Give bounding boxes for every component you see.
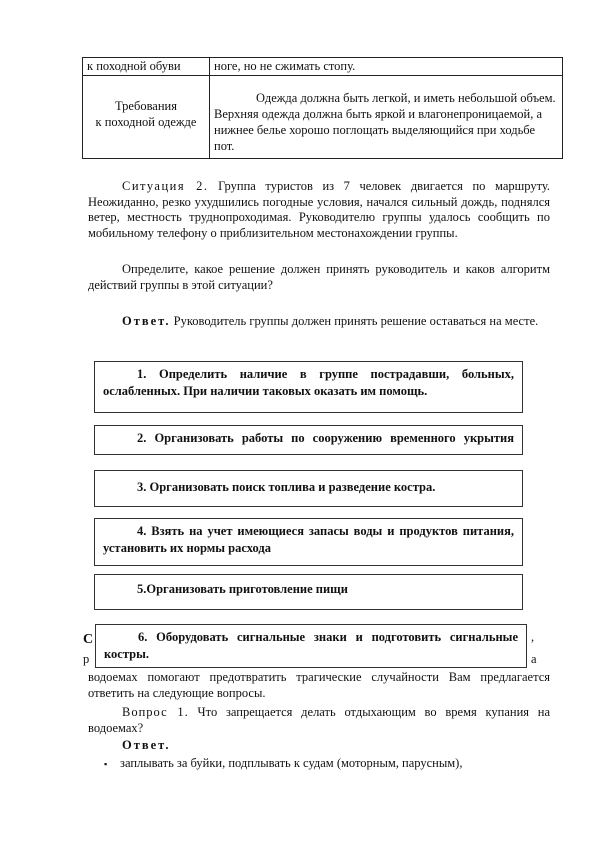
requirements-table bbox=[82, 57, 563, 159]
question-text: Что запрещается делать отдыхающим во время купания на водоемах? bbox=[88, 705, 550, 735]
table-cell-label bbox=[83, 58, 210, 76]
table-row bbox=[83, 76, 563, 159]
cell-text: к походной обуви bbox=[87, 59, 181, 73]
step-box-1 bbox=[94, 361, 523, 413]
hidden-text-fragment: р bbox=[83, 652, 90, 666]
step-box-6 bbox=[95, 624, 527, 668]
table-cell-value bbox=[210, 76, 563, 159]
question-label: Вопрос 1. bbox=[122, 705, 189, 719]
answer-text: Руководитель группы должен принять решение оставаться на месте. bbox=[170, 314, 539, 328]
step-text: 1. Определить наличие в группе пострадавши, больных, ослабленных. При наличии таковых оказать им помощь. bbox=[103, 367, 514, 398]
bullet-item: заплывать за буйки, подплывать к судам (моторным, парусным), bbox=[120, 756, 463, 770]
step-text: 2. Организовать работы по сооружению временного укрытия bbox=[137, 431, 514, 445]
table-row bbox=[83, 58, 563, 76]
step-box-3 bbox=[94, 470, 523, 507]
intro-paragraph: водоемах помогают предотвратить трагические случайности Вам предлагается ответить на следующие вопросы. bbox=[88, 670, 550, 700]
bullet-icon: ▪ bbox=[104, 759, 108, 769]
hidden-text-fragment: а bbox=[531, 652, 537, 666]
step-text: 3. Организовать поиск топлива и разведение костра. bbox=[137, 480, 436, 494]
question-paragraph bbox=[88, 705, 550, 736]
step-text: 4. Взять на учет имеющиеся запасы воды и продуктов питания, установить их нормы расхода bbox=[103, 524, 514, 555]
cell-text: ноге, но не сжимать стопу. bbox=[214, 59, 356, 73]
answer2-paragraph bbox=[88, 738, 550, 754]
step-box-2 bbox=[94, 425, 523, 455]
cell-text: к походной одежде bbox=[95, 115, 197, 129]
answer-paragraph bbox=[88, 314, 550, 330]
hidden-text-fragment: , bbox=[531, 630, 535, 644]
step-text: 5.Организовать приготовление пищи bbox=[137, 582, 348, 596]
step-box-4 bbox=[94, 518, 523, 566]
step-text: 6. Оборудовать сигнальные знаки и подготовить сигнальные костры. bbox=[104, 630, 518, 661]
table-cell-value bbox=[210, 58, 563, 76]
cell-text: Одежда должна быть легкой, и иметь небольшой объем. Верхняя одежда должна быть яркой и влагонепроницаемой, а нижнее белье хорошо поглощать выделяющийся при ходьбе пот. bbox=[214, 91, 556, 153]
situation-paragraph bbox=[88, 179, 550, 241]
situation-label: Ситуация 2. bbox=[122, 179, 209, 193]
step-box-5 bbox=[94, 574, 523, 610]
situation-question: Определите, какое решение должен принять руководитель и каков алгоритм действий группы в этой ситуации? bbox=[88, 262, 550, 292]
answer-label: Ответ. bbox=[122, 738, 171, 752]
hidden-text-fragment: С bbox=[83, 632, 94, 647]
answer-label: Ответ. bbox=[122, 314, 171, 328]
cell-text: Требования bbox=[115, 99, 177, 113]
situation-text: Группа туристов из 7 человек двигается по маршруту. Неожиданно, резко ухудшились погодные условия, начался сильный дождь, поднялся ветер, местность труднопроходимая. Руководителю группы удалось сообщить по мобильному телефону о приблизительном местонахождении группы. bbox=[88, 179, 550, 240]
table-cell-label bbox=[83, 76, 210, 159]
